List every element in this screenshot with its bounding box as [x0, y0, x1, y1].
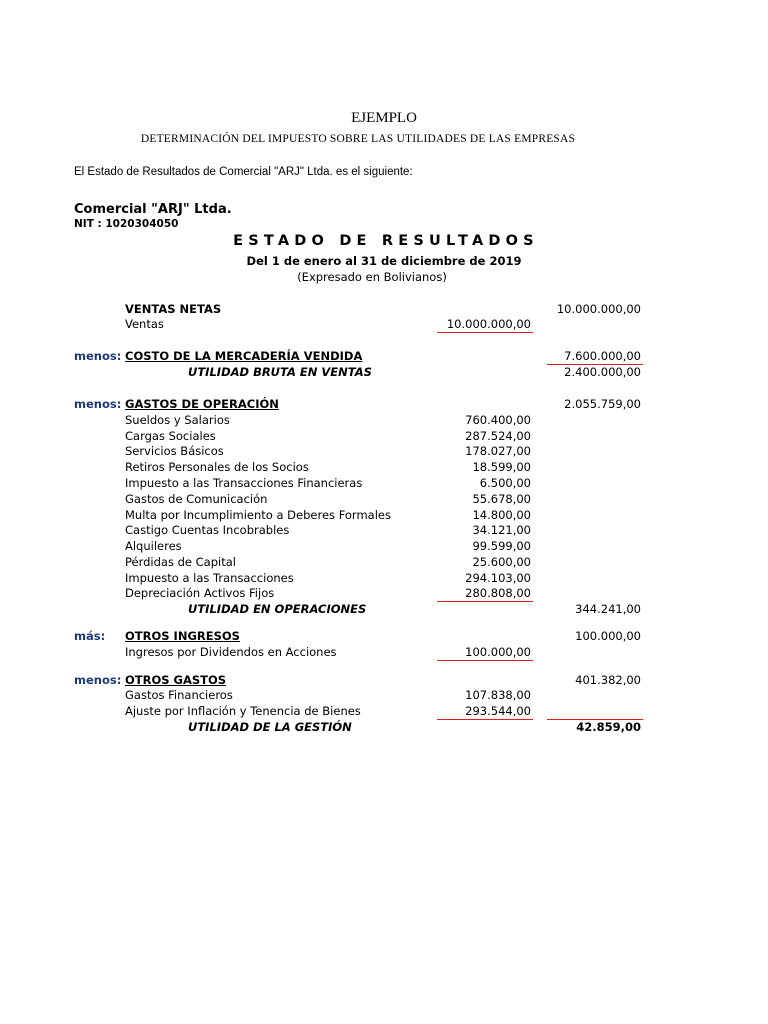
- statement-row: [0, 476, 768, 492]
- row-detail-amount: 55.678,00: [472, 492, 531, 506]
- statement-row: [0, 571, 768, 587]
- page-title: EJEMPLO: [351, 110, 417, 126]
- underline-rule: [437, 332, 533, 333]
- row-label: Ingresos por Dividendos en Acciones: [125, 645, 337, 659]
- statement-row-costo: [0, 349, 768, 365]
- row-label: Depreciación Activos Fijos: [125, 586, 275, 600]
- row-detail-amount: 10.000.000,00: [446, 317, 531, 331]
- row-label: UTILIDAD EN OPERACIONES: [188, 602, 367, 616]
- row-prefix: más:: [74, 629, 106, 643]
- row-label: Servicios Básicos: [125, 444, 224, 458]
- row-total: 2.055.759,00: [564, 397, 641, 411]
- statement-row-utilidad-bruta: [0, 365, 768, 381]
- row-label: GASTOS DE OPERACIÓN: [125, 397, 279, 411]
- report-period: Del 1 de enero al 31 de diciembre de 2019: [246, 254, 522, 268]
- report-title: ESTADO DE RESULTADOS: [233, 233, 539, 249]
- row-label: OTROS INGRESOS: [125, 629, 240, 643]
- row-label: Cargas Sociales: [125, 429, 216, 443]
- statement-row-utilidad-gestion: [0, 720, 768, 736]
- statement-row: [0, 555, 768, 571]
- company-nit: NIT : 1020304050: [74, 218, 179, 230]
- statement-row-ventas: [0, 317, 768, 333]
- statement-row: [0, 645, 768, 661]
- row-detail-amount: 25.600,00: [472, 555, 531, 569]
- row-detail-amount: 280.808,00: [465, 586, 531, 600]
- row-detail-amount: 99.599,00: [472, 539, 531, 553]
- row-total: 100.000,00: [575, 629, 641, 643]
- statement-row: [0, 413, 768, 429]
- row-detail-amount: 100.000,00: [465, 645, 531, 659]
- row-label: Gastos Financieros: [125, 688, 233, 702]
- statement-row-otros-ingresos: [0, 629, 768, 645]
- row-label: Ventas: [125, 317, 164, 331]
- row-label: Castigo Cuentas Incobrables: [125, 523, 290, 537]
- row-total: 42.859,00: [576, 720, 641, 734]
- row-detail-amount: 293.544,00: [465, 704, 531, 718]
- row-detail-amount: 6.500,00: [479, 476, 531, 490]
- statement-row: [0, 429, 768, 445]
- underline-rule: [437, 660, 533, 661]
- row-detail-amount: 34.121,00: [472, 523, 531, 537]
- row-total: 10.000.000,00: [556, 302, 641, 316]
- statement-row: [0, 539, 768, 555]
- row-detail-amount: 294.103,00: [465, 571, 531, 585]
- statement-row: [0, 523, 768, 539]
- row-label: Pérdidas de Capital: [125, 555, 236, 569]
- row-total: 2.400.000,00: [564, 365, 641, 379]
- row-total: 401.382,00: [575, 673, 641, 687]
- statement-row: [0, 688, 768, 704]
- statement-row-ventas-netas: [0, 302, 768, 318]
- row-label: VENTAS NETAS: [125, 302, 222, 316]
- row-prefix: menos:: [74, 397, 122, 411]
- row-label: Impuesto a las Transacciones: [125, 571, 294, 585]
- row-prefix: menos:: [74, 349, 122, 363]
- row-detail-amount: 178.027,00: [465, 444, 531, 458]
- row-detail-amount: 14.800,00: [472, 508, 531, 522]
- row-label: Gastos de Comunicación: [125, 492, 268, 506]
- row-label: Multa por Incumplimiento a Deberes Formales: [125, 508, 391, 522]
- statement-row-otros-gastos: [0, 673, 768, 689]
- statement-row: [0, 460, 768, 476]
- row-prefix: menos:: [74, 673, 122, 687]
- row-label: COSTO DE LA MERCADERÍA VENDIDA: [125, 349, 363, 363]
- row-detail-amount: 760.400,00: [465, 413, 531, 427]
- statement-row: [0, 704, 768, 720]
- statement-row: [0, 444, 768, 460]
- report-currency: (Expresado en Bolivianos): [297, 270, 447, 284]
- row-detail-amount: 18.599,00: [472, 460, 531, 474]
- statement-row-gastos-operacion: [0, 397, 768, 413]
- row-label: UTILIDAD BRUTA EN VENTAS: [188, 365, 372, 379]
- row-label: Ajuste por Inflación y Tenencia de Bienes: [125, 704, 361, 718]
- row-total: 344.241,00: [575, 602, 641, 616]
- statement-row-utilidad-operaciones: [0, 602, 768, 618]
- row-label: Alquileres: [125, 539, 182, 553]
- intro-text: El Estado de Resultados de Comercial "ARJ" Ltda. es el siguiente:: [74, 166, 413, 178]
- company-name: Comercial "ARJ" Ltda.: [74, 202, 232, 217]
- row-label: UTILIDAD DE LA GESTIÓN: [188, 720, 352, 734]
- row-label: Retiros Personales de los Socios: [125, 460, 309, 474]
- row-detail-amount: 107.838,00: [465, 688, 531, 702]
- row-detail-amount: 287.524,00: [465, 429, 531, 443]
- row-label: Impuesto a las Transacciones Financieras: [125, 476, 363, 490]
- statement-row: [0, 586, 768, 602]
- row-label: Sueldos y Salarios: [125, 413, 230, 427]
- row-label: OTROS GASTOS: [125, 673, 227, 687]
- statement-row: [0, 508, 768, 524]
- statement-row: [0, 492, 768, 508]
- row-total: 7.600.000,00: [564, 349, 641, 363]
- page-subtitle: DETERMINACIÓN DEL IMPUESTO SOBRE LAS UTILIDADES DE LAS EMPRESAS: [140, 133, 576, 145]
